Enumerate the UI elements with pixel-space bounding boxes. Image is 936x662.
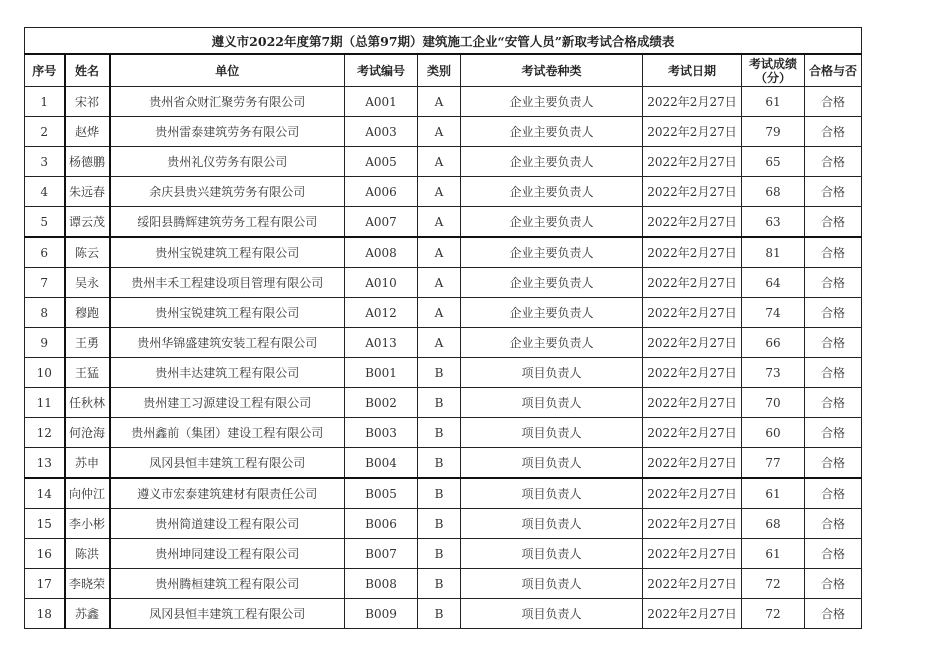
cell-category: A: [418, 328, 461, 358]
cell-pass: 合格: [805, 268, 862, 298]
table-title: 遵义市2022年度第7期（总第97期）建筑施工企业“安管人员”新取考试合格成绩表: [25, 28, 862, 55]
cell-date: 2022年2月27日: [643, 237, 742, 268]
cell-company: 贵州丰达建筑工程有限公司: [110, 358, 345, 388]
cell-exam-id: A001: [345, 87, 418, 117]
cell-score: 66: [742, 328, 805, 358]
cell-date: 2022年2月27日: [643, 388, 742, 418]
cell-name: 李小彬: [65, 509, 110, 539]
cell-score: 72: [742, 569, 805, 599]
table-row: [25, 358, 862, 388]
cell-index: 5: [25, 207, 65, 238]
cell-paper-type: 企业主要负责人: [461, 268, 643, 298]
cell-name: 谭云茂: [65, 207, 110, 238]
cell-date: 2022年2月27日: [643, 328, 742, 358]
table-row: [25, 599, 862, 629]
table-row: [25, 418, 862, 448]
cell-name: 吴永: [65, 268, 110, 298]
cell-index: 4: [25, 177, 65, 207]
cell-category: B: [418, 358, 461, 388]
cell-index: 3: [25, 147, 65, 177]
cell-category: B: [418, 599, 461, 629]
cell-paper-type: 项目负责人: [461, 448, 643, 479]
cell-pass: 合格: [805, 117, 862, 147]
cell-date: 2022年2月27日: [643, 207, 742, 238]
cell-score: 68: [742, 177, 805, 207]
cell-date: 2022年2月27日: [643, 418, 742, 448]
cell-category: B: [418, 388, 461, 418]
cell-paper-type: 企业主要负责人: [461, 298, 643, 328]
cell-company: 贵州丰禾工程建设项目管理有限公司: [110, 268, 345, 298]
cell-pass: 合格: [805, 569, 862, 599]
score-table: [24, 27, 862, 629]
cell-paper-type: 企业主要负责人: [461, 237, 643, 268]
cell-pass: 合格: [805, 478, 862, 509]
cell-paper-type: 项目负责人: [461, 418, 643, 448]
cell-paper-type: 项目负责人: [461, 509, 643, 539]
header-company: 单位: [110, 54, 345, 87]
cell-exam-id: B006: [345, 509, 418, 539]
cell-name: 向仲江: [65, 478, 110, 509]
cell-exam-id: B004: [345, 448, 418, 479]
cell-company: 贵州简道建设工程有限公司: [110, 509, 345, 539]
cell-paper-type: 项目负责人: [461, 569, 643, 599]
cell-paper-type: 项目负责人: [461, 599, 643, 629]
header-index: 序号: [25, 54, 65, 87]
cell-company: 贵州宝锐建筑工程有限公司: [110, 237, 345, 268]
cell-paper-type: 项目负责人: [461, 478, 643, 509]
cell-category: A: [418, 268, 461, 298]
table-row: [25, 147, 862, 177]
cell-score: 81: [742, 237, 805, 268]
cell-exam-id: B003: [345, 418, 418, 448]
cell-pass: 合格: [805, 418, 862, 448]
header-row: [25, 54, 862, 87]
cell-paper-type: 企业主要负责人: [461, 207, 643, 238]
cell-paper-type: 企业主要负责人: [461, 87, 643, 117]
cell-date: 2022年2月27日: [643, 599, 742, 629]
cell-score: 73: [742, 358, 805, 388]
cell-category: B: [418, 448, 461, 479]
cell-company: 绥阳县腾辉建筑劳务工程有限公司: [110, 207, 345, 238]
cell-category: A: [418, 87, 461, 117]
cell-category: A: [418, 207, 461, 238]
cell-category: B: [418, 478, 461, 509]
cell-company: 贵州建工习源建设工程有限公司: [110, 388, 345, 418]
cell-score: 79: [742, 117, 805, 147]
cell-company: 凤冈县恒丰建筑工程有限公司: [110, 448, 345, 479]
cell-index: 14: [25, 478, 65, 509]
table-row: [25, 328, 862, 358]
cell-pass: 合格: [805, 328, 862, 358]
cell-company: 贵州腾桓建筑工程有限公司: [110, 569, 345, 599]
cell-company: 贵州省众财汇聚劳务有限公司: [110, 87, 345, 117]
table-row: [25, 177, 862, 207]
cell-name: 苏申: [65, 448, 110, 479]
cell-name: 任秋林: [65, 388, 110, 418]
cell-pass: 合格: [805, 599, 862, 629]
cell-category: A: [418, 237, 461, 268]
cell-exam-id: A012: [345, 298, 418, 328]
cell-company: 贵州礼仪劳务有限公司: [110, 147, 345, 177]
cell-name: 赵烨: [65, 117, 110, 147]
cell-exam-id: A007: [345, 207, 418, 238]
cell-score: 64: [742, 268, 805, 298]
cell-index: 15: [25, 509, 65, 539]
cell-name: 朱远春: [65, 177, 110, 207]
cell-index: 12: [25, 418, 65, 448]
cell-exam-id: A003: [345, 117, 418, 147]
cell-index: 11: [25, 388, 65, 418]
cell-category: B: [418, 418, 461, 448]
cell-company: 遵义市宏泰建筑建材有限责任公司: [110, 478, 345, 509]
cell-category: A: [418, 298, 461, 328]
cell-exam-id: B002: [345, 388, 418, 418]
header-name: 姓名: [65, 54, 110, 87]
cell-pass: 合格: [805, 358, 862, 388]
cell-category: A: [418, 147, 461, 177]
cell-paper-type: 企业主要负责人: [461, 117, 643, 147]
header-date: 考试日期: [643, 54, 742, 87]
cell-date: 2022年2月27日: [643, 358, 742, 388]
cell-company: 贵州坤同建设工程有限公司: [110, 539, 345, 569]
table-row: [25, 569, 862, 599]
table-row: [25, 207, 862, 238]
cell-exam-id: A008: [345, 237, 418, 268]
cell-exam-id: B008: [345, 569, 418, 599]
cell-score: 68: [742, 509, 805, 539]
cell-index: 16: [25, 539, 65, 569]
table-row: [25, 448, 862, 479]
cell-score: 70: [742, 388, 805, 418]
cell-index: 10: [25, 358, 65, 388]
cell-score: 72: [742, 599, 805, 629]
cell-date: 2022年2月27日: [643, 177, 742, 207]
header-category: 类别: [418, 54, 461, 87]
cell-exam-id: B005: [345, 478, 418, 509]
cell-category: B: [418, 569, 461, 599]
cell-name: 穆跑: [65, 298, 110, 328]
cell-date: 2022年2月27日: [643, 268, 742, 298]
cell-exam-id: A005: [345, 147, 418, 177]
cell-score: 61: [742, 87, 805, 117]
header-exam-id: 考试编号: [345, 54, 418, 87]
cell-date: 2022年2月27日: [643, 478, 742, 509]
cell-index: 18: [25, 599, 65, 629]
cell-company: 凤冈县恒丰建筑工程有限公司: [110, 599, 345, 629]
cell-pass: 合格: [805, 147, 862, 177]
cell-score: 77: [742, 448, 805, 479]
cell-company: 余庆县贵兴建筑劳务有限公司: [110, 177, 345, 207]
cell-date: 2022年2月27日: [643, 448, 742, 479]
cell-pass: 合格: [805, 177, 862, 207]
cell-score: 60: [742, 418, 805, 448]
cell-score: 74: [742, 298, 805, 328]
header-score-label: 考试成绩（分）: [748, 56, 797, 85]
cell-paper-type: 企业主要负责人: [461, 328, 643, 358]
cell-index: 9: [25, 328, 65, 358]
cell-index: 8: [25, 298, 65, 328]
cell-paper-type: 项目负责人: [461, 358, 643, 388]
cell-index: 13: [25, 448, 65, 479]
cell-company: 贵州雷泰建筑劳务有限公司: [110, 117, 345, 147]
cell-exam-id: A010: [345, 268, 418, 298]
cell-date: 2022年2月27日: [643, 147, 742, 177]
cell-name: 王猛: [65, 358, 110, 388]
cell-name: 陈云: [65, 237, 110, 268]
cell-exam-id: A006: [345, 177, 418, 207]
cell-exam-id: B001: [345, 358, 418, 388]
cell-pass: 合格: [805, 298, 862, 328]
cell-name: 宋祁: [65, 87, 110, 117]
cell-paper-type: 企业主要负责人: [461, 177, 643, 207]
table-row: [25, 478, 862, 509]
cell-paper-type: 项目负责人: [461, 388, 643, 418]
cell-date: 2022年2月27日: [643, 298, 742, 328]
cell-date: 2022年2月27日: [643, 87, 742, 117]
cell-company: 贵州华锦盛建筑安装工程有限公司: [110, 328, 345, 358]
cell-pass: 合格: [805, 237, 862, 268]
cell-score: 61: [742, 539, 805, 569]
table-row: [25, 87, 862, 117]
cell-pass: 合格: [805, 388, 862, 418]
cell-pass: 合格: [805, 509, 862, 539]
cell-index: 1: [25, 87, 65, 117]
header-pass: [805, 54, 862, 87]
cell-date: 2022年2月27日: [643, 569, 742, 599]
cell-name: 陈洪: [65, 539, 110, 569]
cell-paper-type: 企业主要负责人: [461, 147, 643, 177]
cell-category: A: [418, 177, 461, 207]
cell-name: 苏鑫: [65, 599, 110, 629]
table-row: [25, 268, 862, 298]
cell-score: 61: [742, 478, 805, 509]
table-row: [25, 298, 862, 328]
cell-exam-id: A013: [345, 328, 418, 358]
cell-name: 李晓荣: [65, 569, 110, 599]
cell-index: 7: [25, 268, 65, 298]
cell-score: 63: [742, 207, 805, 238]
table-row: [25, 509, 862, 539]
cell-date: 2022年2月27日: [643, 117, 742, 147]
cell-index: 6: [25, 237, 65, 268]
cell-score: 65: [742, 147, 805, 177]
cell-pass: 合格: [805, 87, 862, 117]
cell-category: B: [418, 509, 461, 539]
cell-exam-id: B007: [345, 539, 418, 569]
cell-pass: 合格: [805, 207, 862, 238]
cell-date: 2022年2月27日: [643, 509, 742, 539]
cell-name: 王勇: [65, 328, 110, 358]
cell-index: 2: [25, 117, 65, 147]
cell-index: 17: [25, 569, 65, 599]
header-score: [742, 54, 805, 87]
cell-category: B: [418, 539, 461, 569]
cell-pass: 合格: [805, 539, 862, 569]
header-pass-label: 合格与否: [809, 63, 858, 78]
cell-category: A: [418, 117, 461, 147]
cell-paper-type: 项目负责人: [461, 539, 643, 569]
cell-exam-id: B009: [345, 599, 418, 629]
cell-company: 贵州鑫前（集团）建设工程有限公司: [110, 418, 345, 448]
cell-name: 杨德鹏: [65, 147, 110, 177]
cell-pass: 合格: [805, 448, 862, 479]
table-row: [25, 388, 862, 418]
table-row: [25, 237, 862, 268]
cell-name: 何沧海: [65, 418, 110, 448]
cell-company: 贵州宝锐建筑工程有限公司: [110, 298, 345, 328]
cell-date: 2022年2月27日: [643, 539, 742, 569]
header-paper-type: 考试卷种类: [461, 54, 643, 87]
table-row: [25, 539, 862, 569]
table-row: [25, 117, 862, 147]
